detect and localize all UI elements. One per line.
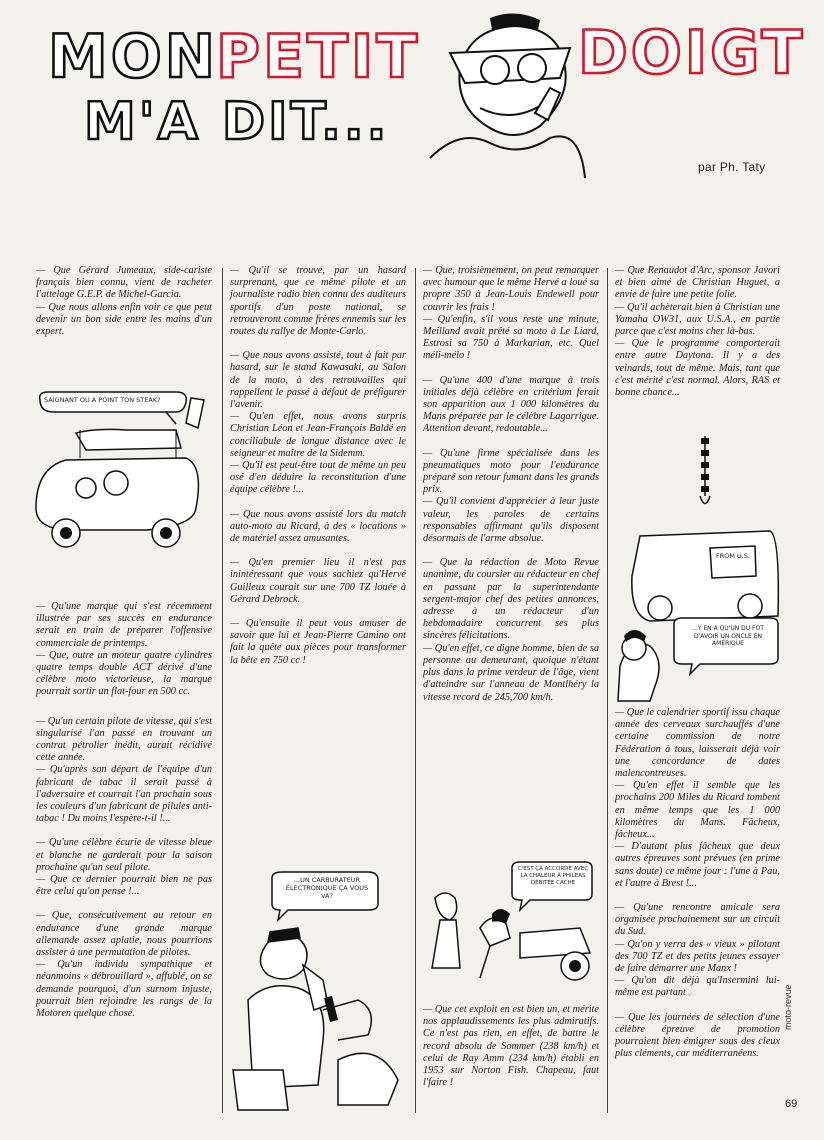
paragraph: — Que nous avons assisté, tout à fait par hasard, sur le stand Kawasaki, au Salon de la moto, à des retrouvailles qui rappellent le passé à défaut de préfigurer l'avenir. <box>230 350 406 411</box>
paragraph: — Qu'on dit déjà qu'Insermini lui-même est partant . <box>615 975 780 999</box>
paragraph: — Que la rédaction de Moto Revue unanime, du coursier au rédacteur en chef en passant par la superintendante sergent-major chef des petites annonces, adresse à un rédacteur d'un hebdomadaire concurrent ses plus sincères félicitations. <box>423 557 599 642</box>
column-divider <box>607 268 608 1113</box>
phone-cartoon <box>228 870 408 1115</box>
paragraph: — Qu'en premier lieu il n'est pas inintéressant que vous sachiez qu'Hervé Guilleux courait sur une 700 TZ louée à Gérard Debrock. <box>230 557 406 605</box>
paragraph: — Qu'en effet, ce digne homme, bien de sa personne au demeurant, quoique n'étant plus dans la prime verdeur de l'âge, vient d'atteindre sur l'anneau de Montlhéry la vitesse record de 245,700 km/h. <box>423 642 599 703</box>
paragraph: — D'autant plus fâcheux que deux autres épreuves sont prévues (en prime sans doute) ce même jour : l'une à Pau, et l'autre à Brest !... <box>615 841 780 889</box>
golf-cart-cartoon <box>26 388 216 563</box>
phone-speech-bubble: ...UN CARBURATEUR ÉLECTRONIQUE ÇA VOUS VA? <box>285 876 369 900</box>
title-word-doigt: DOIGT <box>578 18 806 88</box>
paragraph: — Qu'il se trouve, par un hasard surprenant, que ce même pilote et un journaliste radio bien connu des auditeurs sportifs d'un poste national, se retrouveront comme frères ennemis sur les routes du rallye de Monte-Carlo. <box>230 265 406 338</box>
paragraph: — Qu'ensuite il peut vous amuser de savoir que lui et Jean-Pierre Camino ont fait la quête aux pièces pour transformer la bête en 750 cc ! <box>230 618 406 666</box>
paragraph: — Qu'un individu sympathique et néanmoins « débrouillard », affublé, on se demande pourquoi, d'un surnom injuste, pourrait bien rejoindre les rangs de la Motoren quelque chose. <box>36 959 212 1020</box>
car-speech-bubble: SAIGNANT OU A POINT TON STEAK? <box>44 396 161 404</box>
column-2 <box>230 265 406 679</box>
column-1-lower <box>36 601 212 1032</box>
column-divider <box>415 268 416 1113</box>
paragraph: — Que nous allons enfin voir ce que peut devenir un bon side entre les mains d'un expert. <box>36 301 212 338</box>
paragraph: — Que, outre un moteur quatre cylindres quatre temps double ACT dérivé d'une célèbre moto victorieuse, la marque pourrait sortir un flat-four en 500 cc. <box>36 649 212 698</box>
paragraph: — Que, troisièmement, on peut remarquer avec humour que le même Hervé a loué sa propre 350 à Jean-Louis Endewell pour couvrir les frais ! <box>423 265 599 313</box>
paragraph: — Qu'une rencontre amicale sera organisée prochainement sur un circuit du Sud. <box>615 902 780 938</box>
paragraph: — Qu'une 400 d'une marque à trois initiales déjà célèbre en critérium ferait son apparition aux 1 000 kilomètres du Mans préparée par le célèbre Lagarrigue. Attention devant, redoutable... <box>423 374 599 435</box>
header-caricature <box>420 8 590 188</box>
column-4-lower <box>615 707 780 1072</box>
separator <box>36 705 212 706</box>
paragraph: — Qu'en effet, nous avons surpris Christian Léon et Jean-François Baldé en conciliabule de longue distance avec le seigneur et maître de la Sidemm. <box>230 411 406 459</box>
paragraph: — Qu'il convient d'apprécier à leur juste valeur, les paroles de certains responsables affirmant qu'ils disposent désormais de l'arme absolue. <box>423 496 599 545</box>
paragraph: — Que le programme comporterait entre autre Daytona. Il y a des veinards, tout de même. Mais, tant que c'est mérité c'est normal. Alors, RAS et bonne chance... <box>615 338 780 399</box>
header <box>0 0 824 200</box>
crate-speech-bubble: ...Y EN A QU'UN DU FOT D'AVOIR UN ONCLE EN AMÉRIQUE <box>692 625 764 647</box>
paragraph: — Qu'on y verra des « vieux » pilotant des 700 TZ et des petits jeunes essayer de faire démarrer une Manx ! <box>615 938 780 975</box>
paragraph: — Qu'une célèbre écurie de vitesse bleue et blanche ne garderait pour la saison prochaine qu'un seul pilote. <box>36 837 212 873</box>
page-number: 69 <box>785 1098 798 1110</box>
paragraph: — Qu'enfin, s'il vous reste une minute, Meilland avait prêté sa moto à Le Liard, Estrosi sa 750 à Markarian, etc. Quel méli-mélo ! <box>423 313 599 362</box>
paragraph: — Que ce dernier pourrait bien ne pas être celui qu'on pense !... <box>36 874 212 898</box>
paragraph: — Que le calendrier sportif issu chaque année des cerveaux surchauffés d'une certaine commission de notre Fédération à tous, laisserait déjà voir une concordance de dates malencontreuses. <box>615 707 780 780</box>
column-3 <box>423 265 599 716</box>
magazine-name-vertical: moto-revue <box>783 984 793 1030</box>
paragraph: — Qu'une firme spécialisée dans les pneumatiques moto pour l'endurance préparé son retour fumant dans les grands prix. <box>423 447 599 496</box>
column-1 <box>36 265 212 350</box>
paragraph: — Que les journées de sélection d'une célèbre épreuve de promotion pourraient bien émigrer sous des cieux plus cléments, car méditerranéens. <box>615 1011 780 1060</box>
title-word-petit: PETIT <box>216 22 421 92</box>
column-divider <box>222 268 223 1113</box>
paragraph: — Qu'une marque qui s'est récemment illustrée par ses succès en endurance serait en train de préparer l'offensive commerciale de printemps. <box>36 601 212 649</box>
paragraph: — Qu'en effet il semble que les prochains 200 Miles du Ricard tombent en même temps que les 1 000 kilomètres du Mans. Fâcheux, fâcheux... <box>615 780 780 841</box>
paragraph: — Que, consécutivement au retour en endurance d'une grande marque allemande assez aplatie, nous pourrions assister à une permutation de pilotes. <box>36 910 212 959</box>
paragraph: — Qu'après son départ de l'équipe d'un fabricant de tabac il serait passé à l'adversaire et courrait l'an prochain sous les couleurs d'un fabricant de pilules anti-tabac ! Du moins l'espère-t-il !... <box>36 764 212 825</box>
paragraph: — Qu'il est peut-être tout de même un peu osé d'en déduire la reconstitution d'une équipe célèbre !... <box>230 460 406 496</box>
motorbike-cartoon <box>420 858 600 988</box>
paragraph: — Qu'un certain pilote de vitesse, qui s'est singularisé l'an passé en trouvant un contrat pétrolier inédit, aurait récidivé cette année. <box>36 715 212 764</box>
crate-label: FROM U.S. <box>715 552 751 560</box>
title-line-2: M'A DIT... <box>84 92 390 152</box>
paragraph: — Que cet exploit en est bien un, et mérite nos applaudissements les plus admiratifs. Ce n'est pas rien, en effet, de battre le record absolu de Sommer (238 km/h) et celui de Ray Amm (234 km/h) établi en 1953 sur Norton Fish. Chapeau, faut l'faire ! <box>423 1004 599 1089</box>
crate-cartoon <box>610 436 785 706</box>
paragraph: — Que nous avons assisté lors du match auto-moto au Ricard, à des « locations » de matériel assez amusantes. <box>230 508 406 545</box>
paragraph: — Que Renaudot d'Arc, sponsor Javori et bien aimé de Christian Huguet, a envie de faire une petite folie. <box>615 265 780 301</box>
paragraph: — Que Gérard Jumeaux, side-cariste français bien connu, vient de racheter l'attelage G.E.P. de Michel-Garcia. <box>36 265 212 301</box>
column-3-lower <box>423 1004 599 1101</box>
paragraph: — Qu'il achèterait bien à Christian une Yamaha OW31, aux U.S.A., en partie parce que c'est moins cher là-bas. <box>615 301 780 338</box>
title-word-mon: MON <box>48 22 218 92</box>
byline: par Ph. Taty <box>698 160 766 174</box>
column-4 <box>615 265 780 411</box>
bike-speech-bubble: C'EST ÇA ACCORDE AVEC LA CHALEUR À PHILEAS DÉBITÉE CACHE <box>517 866 589 886</box>
